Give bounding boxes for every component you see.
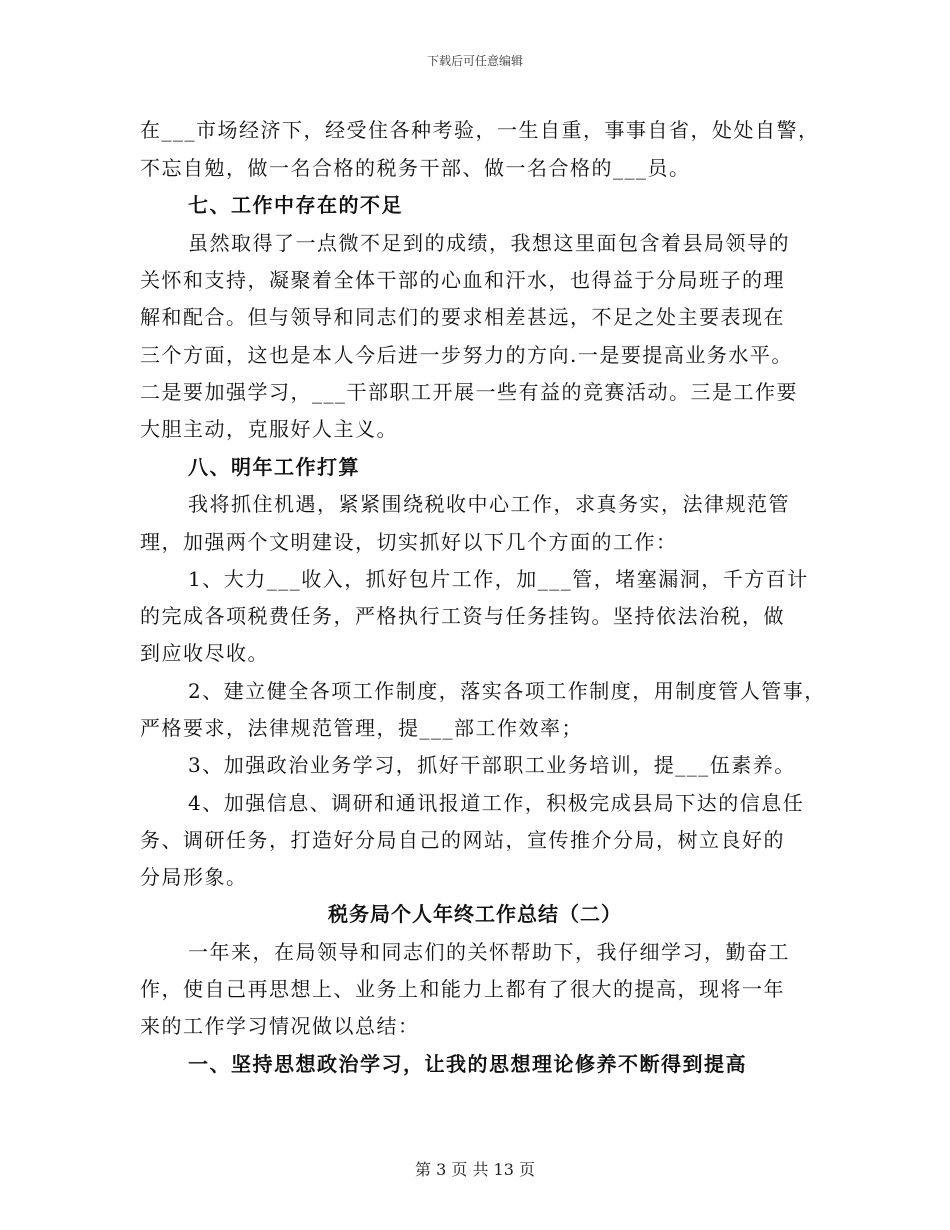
body-line: 三个方面，这也是本人今后进一步努力的方向.一是要提高业务水平。 xyxy=(140,343,793,367)
body-line: 虽然取得了一点微不足到的成绩，我想这里面包含着县局领导的 xyxy=(188,231,790,255)
body-line: 来的工作学习情况做以总结： xyxy=(140,1014,420,1038)
body-line: 二是要加强学习，___干部职工开展一些有益的竞赛活动。三是工作要 xyxy=(140,380,798,404)
section-heading: 七、工作中存在的不足 xyxy=(188,193,403,217)
list-item: 3、加强政治业务学习，抓好干部职工业务培训，提___伍素养。 xyxy=(188,753,796,777)
body-line: 务、调研任务，打造好分局自己的网站，宣传推介分局，树立良好的 xyxy=(140,828,785,852)
body-line: 分局形象。 xyxy=(140,865,248,889)
body-line: 大胆主动，克服好人主义。 xyxy=(140,417,398,441)
page-header: 下载后可任意编辑 xyxy=(426,54,523,68)
list-item: 2、建立健全各项工作制度，落实各项工作制度，用制度管人管事， xyxy=(188,679,826,703)
body-line: 一年来，在局领导和同志们的关怀帮助下，我仔细学习，勤奋工 xyxy=(188,940,790,964)
list-item: 4、加强信息、调研和通讯报道工作，积极完成县局下达的信息任 xyxy=(188,791,805,815)
body-line: 严格要求，法律规范管理，提___部工作效率； xyxy=(140,716,583,740)
body-line: 关怀和支持，凝聚着全体干部的心血和汗水，也得益于分局班子的理 xyxy=(140,268,785,292)
body-line: 我将抓住机遇，紧紧围绕税收中心工作，求真务实，法律规范管 xyxy=(188,492,790,516)
body-line: 理，加强两个文明建设，切实抓好以下几个方面的工作： xyxy=(140,530,678,554)
body-line: 到应收尽收。 xyxy=(140,641,269,665)
document-title: 税务局个人年终工作总结（二） xyxy=(328,902,622,926)
page-footer: 第 3 页 共 13 页 xyxy=(415,1160,535,1179)
section-heading: 一、坚持思想政治学习，让我的思想理论修养不断得到提高 xyxy=(188,1052,747,1076)
body-line: 在___市场经济下，经受住各种考验，一生自重，事事自省，处处自警， xyxy=(140,118,820,142)
list-item: 1、大力___收入，抓好包片工作，加___管，堵塞漏洞，千方百计 xyxy=(188,567,809,591)
body-line: 的完成各项税费任务，严格执行工资与任务挂钩。坚持依法治税，做 xyxy=(140,604,785,628)
body-line: 解和配合。但与领导和同志们的要求相差甚远，不足之处主要表现在 xyxy=(140,305,785,329)
section-heading: 八、明年工作打算 xyxy=(188,455,360,479)
body-line: 作，使自己再思想上、业务上和能力上都有了很大的提高，现将一年 xyxy=(140,977,785,1001)
body-line: 不忘自勉，做一名合格的税务干部、做一名合格的___员。 xyxy=(140,156,691,180)
